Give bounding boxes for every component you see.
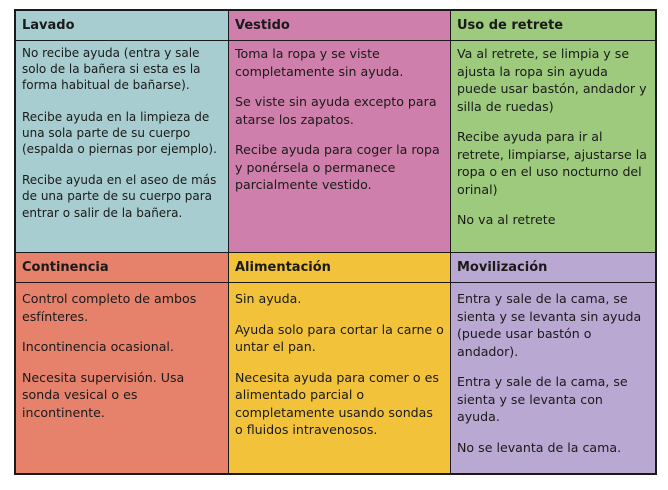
header-vestido: Vestido [229,11,451,41]
cell-lavado [16,41,229,253]
cell-uso-de-retrete [451,41,655,253]
activities-table [14,9,657,475]
cell-alimentacion [229,283,451,473]
header-lavado: Lavado [16,11,229,41]
vestido-item-1: Toma la ropa y se viste completamente sin ayuda. [235,46,404,79]
alimentacion-item-2: Ayuda solo para cortar la carne o untar el pan. [235,321,444,354]
header-uso-de-retrete: Uso de retrete [451,11,655,41]
cell-movilizacion [451,283,655,473]
header-continencia: Continencia [16,253,229,283]
vestido-item-2: Se viste sin ayuda excepto para atarse los zapatos. [235,94,437,127]
alimentacion-item-1: Sin ayuda. [235,291,302,306]
alimentacion-item-3: Necesita ayuda para comer o es alimentado parcial o completamente usando sondas o fluidos intravenosos. [235,369,439,437]
lavado-item-1: No recibe ayuda (entra y sale solo de la bañera si esta es la forma habitual de bañarse). [22,46,201,93]
cell-continencia [16,283,229,473]
movilizacion-item-3: No se levanta de la cama. [457,439,622,455]
continencia-item-1: Control completo de ambos esfínteres. [22,291,197,324]
lavado-item-2: Recibe ayuda en la limpieza de una sola parte de su cuerpo (espalda o piernas por ejemplo). [22,109,217,157]
vestido-item-3: Recibe ayuda para coger la ropa y ponérsela o permanece parcialmente vestido. [235,142,440,192]
continencia-item-3: Necesita supervisión. Usa sonda vesical o es incontinente. [22,369,185,420]
retrete-item-2: Recibe ayuda para ir al retrete, limpiarse, ajustarse la ropa o en el uso nocturno del orinal) [457,129,648,197]
retrete-item-3: No va al retrete [457,212,556,227]
header-alimentacion: Alimentación [229,253,451,283]
continencia-item-2: Incontinencia ocasional. [22,339,174,354]
movilizacion-item-2: Entra y sale de la cama, se sienta y se levanta con ayuda. [457,374,628,424]
retrete-item-1: Va al retrete, se limpia y se ajusta la ropa sin ayuda puede usar bastón, andador y silla de ruedas) [457,46,647,114]
header-movilizacion: Movilización [451,253,655,283]
lavado-item-3: Recibe ayuda en el aseo de más de una parte de su cuerpo para entrar o salir de la bañera. [22,173,217,220]
movilizacion-item-1: Entra y sale de la cama, se sienta y se levanta sin ayuda (puede usar bastón o andador). [457,291,642,359]
cell-vestido [229,41,451,253]
